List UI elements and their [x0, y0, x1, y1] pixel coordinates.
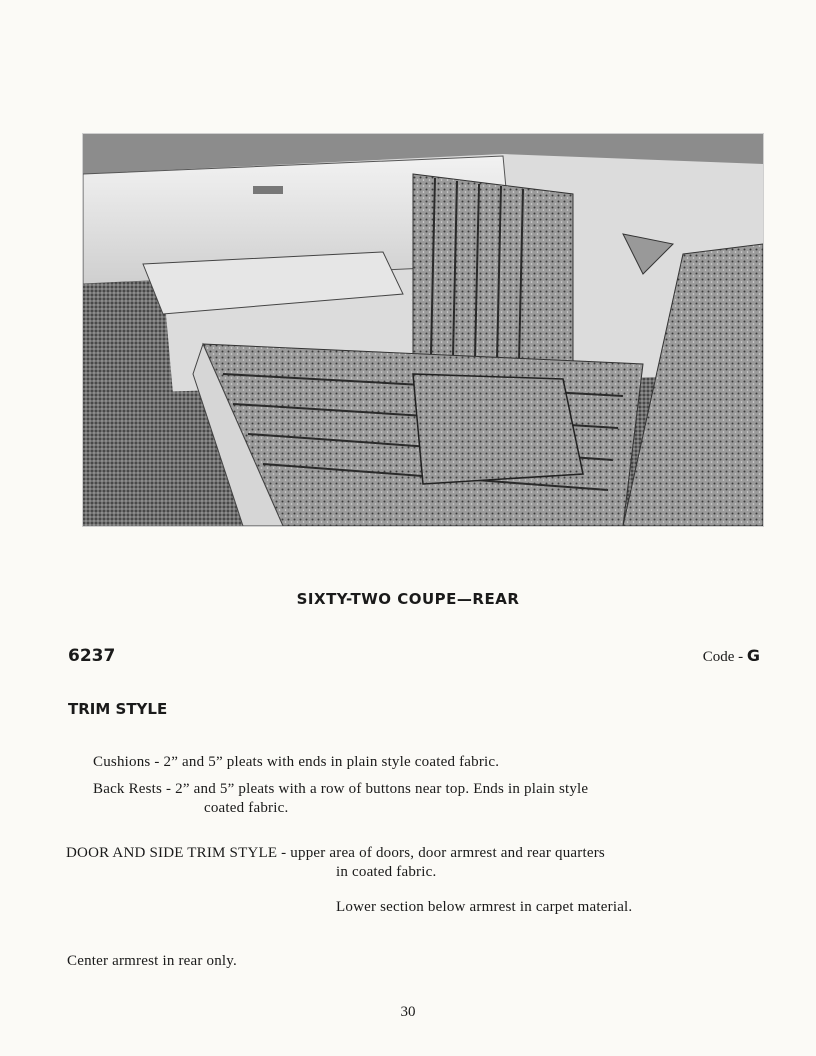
door-side-line-1: DOOR AND SIDE TRIM STYLE - upper area of doors, door armrest and rear quarters [66, 845, 605, 861]
door-side-line-2: in coated fabric. [336, 864, 437, 880]
back-rests-line-1: Back Rests - 2” and 5” pleats with a row of buttons near top. Ends in plain style [93, 781, 589, 797]
back-rests-line-2: coated fabric. [204, 800, 289, 816]
lower-section-description: Lower section below armrest in carpet material. [336, 899, 633, 915]
trim-code [703, 646, 760, 666]
page-number: 30 [400, 1004, 416, 1020]
rear-seat-illustration [82, 133, 764, 527]
seat-drawing [83, 134, 763, 526]
code-label: Code - [702, 649, 744, 665]
door-side-trim-description [66, 844, 762, 882]
code-value: G [746, 646, 760, 665]
cushions-description: Cushions - 2” and 5” pleats with ends in plain style coated fabric. [93, 754, 500, 770]
page-caption: SIXTY-TWO COUPE—REAR [296, 590, 520, 608]
trim-style-heading: TRIM STYLE [68, 700, 168, 718]
back-rests-description [93, 780, 761, 818]
model-number: 6237 [68, 646, 116, 666]
center-armrest-note: Center armrest in rear only. [67, 953, 237, 969]
